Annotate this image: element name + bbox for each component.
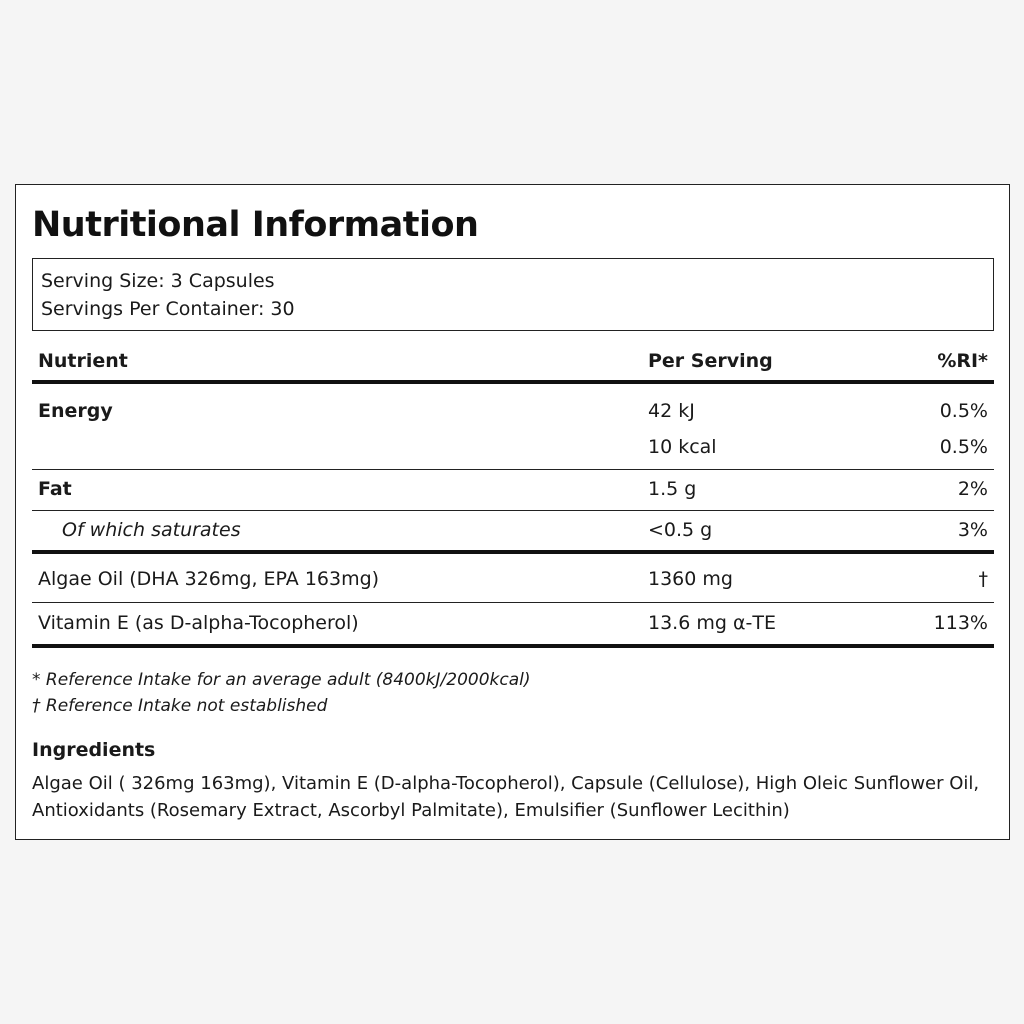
ingredients-text: Algae Oil ( 326mg 163mg), Vitamin E (D-alpha-Tocopherol), Capsule (Cellulose), High Oleic Sunflower Oil, Antioxidants (Rosemary Extract, Ascorbyl Palmitate), Emulsifier (Sunflower Lecithin) [32, 773, 980, 821]
ri-value: 2% [957, 478, 988, 500]
per-serving-value: 1360 mg [648, 568, 733, 590]
table-row [32, 430, 994, 470]
table-row [32, 554, 994, 603]
nutrient-name: Algae Oil (DHA 326mg, EPA 163mg) [38, 568, 380, 590]
table-header-row [32, 344, 994, 384]
dagger-footnote: † Reference Intake not established [32, 696, 328, 716]
ri-value: † [978, 568, 988, 590]
table-row [32, 603, 994, 648]
table-row [32, 470, 994, 511]
per-serving-value: 1.5 g [648, 478, 697, 500]
servings-per-container: Servings Per Container: 30 [41, 298, 295, 320]
nutrient-name: Of which saturates [62, 519, 241, 541]
table-row [32, 511, 994, 554]
per-serving-value: 10 kcal [648, 436, 717, 458]
table-row [32, 384, 994, 430]
header-per-serving: Per Serving [648, 350, 773, 372]
per-serving-value: 13.6 mg α-TE [648, 612, 776, 634]
per-serving-value: <0.5 g [648, 519, 713, 541]
nutrient-name: Energy [38, 400, 113, 422]
header-nutrient: Nutrient [38, 350, 128, 372]
nutrition-panel [15, 184, 1010, 840]
ri-value: 3% [957, 519, 988, 541]
ri-value: 0.5% [939, 400, 988, 422]
nutrient-table [32, 344, 994, 648]
ri-value: 113% [933, 612, 988, 634]
page-title: Nutritional Information [32, 205, 479, 245]
footnotes [32, 667, 531, 719]
nutrient-name: Vitamin E (as D-alpha-Tocopherol) [38, 612, 359, 634]
per-serving-value: 42 kJ [648, 400, 695, 422]
ri-footnote: * Reference Intake for an average adult (8400kJ/2000kcal) [32, 670, 531, 690]
nutrient-name: Fat [38, 478, 72, 500]
header-ri: %RI* [937, 350, 988, 372]
serving-info-box [32, 258, 994, 331]
ri-value: 0.5% [939, 436, 988, 458]
serving-size: Serving Size: 3 Capsules [41, 270, 275, 292]
ingredients-title: Ingredients [32, 739, 156, 761]
